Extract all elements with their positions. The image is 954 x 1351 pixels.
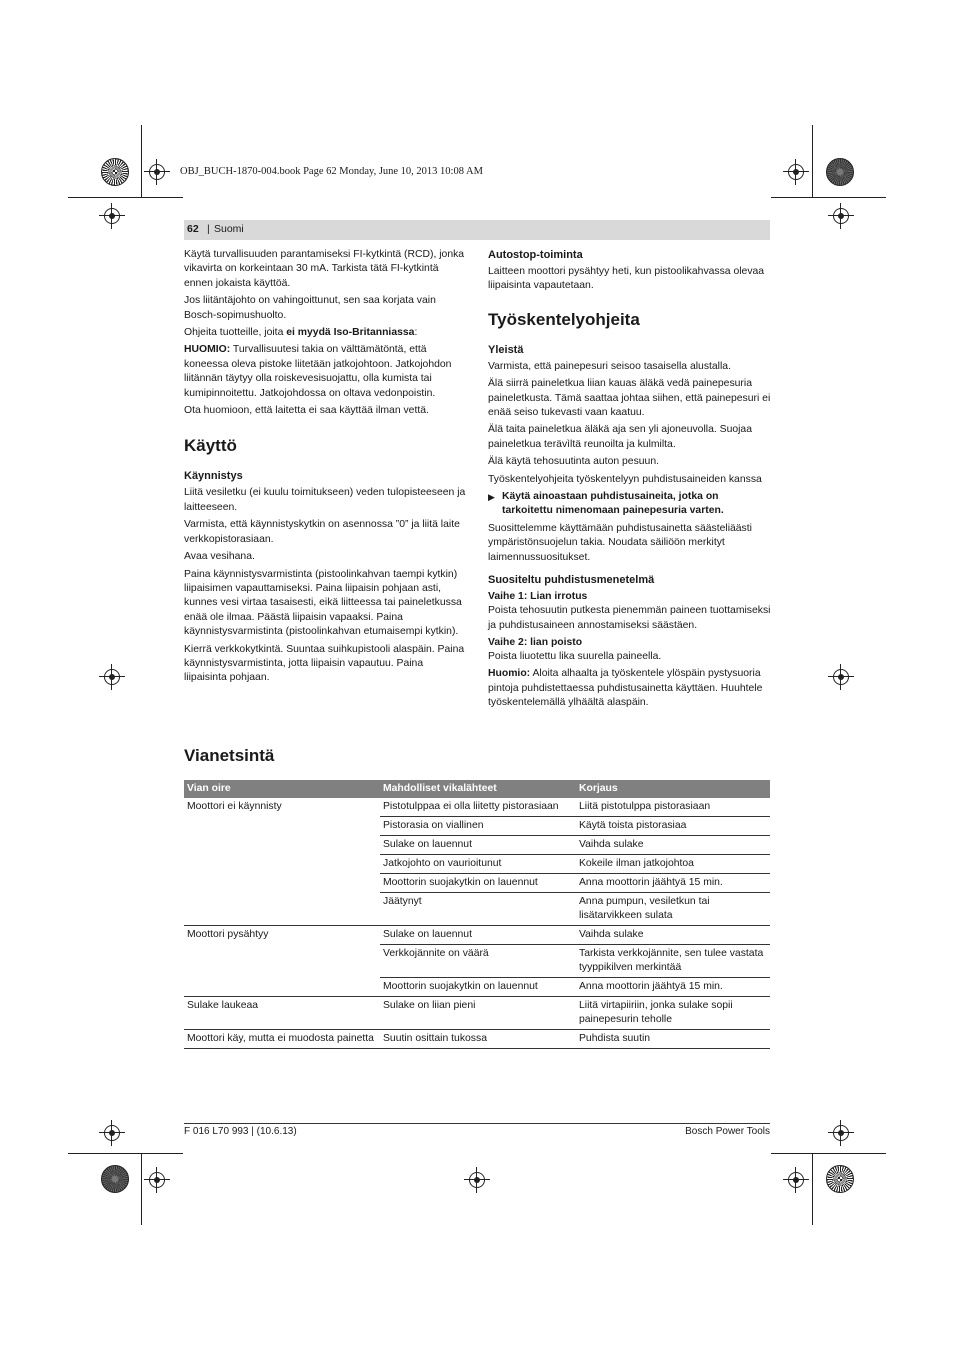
- crop-mark: [141, 125, 142, 197]
- registration-mark-icon: [833, 669, 849, 685]
- note-paragraph: [488, 667, 772, 710]
- color-wheel-icon: [826, 158, 854, 186]
- footer-rule: [184, 1123, 770, 1124]
- crop-mark: [771, 1153, 886, 1154]
- note-text: Aloita alhaalta ja työskentele ylöspäin pystysuoria pintoja puhdistettaessa puhdistusainetta käyttäen. Huuhtele työskentelemällä ylhäältä alaspäin.: [488, 668, 763, 709]
- footer-brand: Bosch Power Tools: [685, 1126, 770, 1137]
- color-wheel-icon: [101, 158, 129, 186]
- paragraph: Laitteen moottori pysähtyy heti, kun pistoolikahvassa olevaa liipaisinta vapautetaan.: [488, 266, 765, 292]
- step1-heading: Vaihe 1: Lian irrotus: [488, 591, 588, 603]
- subheading-autostop: Autostop-toiminta: [488, 249, 583, 261]
- fix-cell: Anna moottorin jäähtyä 15 min.: [576, 978, 770, 997]
- paragraph: Jos liitäntäjohto on vahingoittunut, sen saa korjata vain Bosch-sopimushuolto.: [184, 295, 436, 321]
- paragraph: Varmista, että painepesuri seisoo tasaisella alustalla.: [488, 360, 731, 372]
- fix-cell: Puhdista suutin: [576, 1030, 770, 1049]
- warning-paragraph: [184, 343, 468, 401]
- cause-cell: Jäätynyt: [380, 893, 576, 926]
- paragraph: Älä käytä tehosuutinta auton pesuun.: [488, 456, 659, 468]
- crop-mark: [68, 197, 183, 198]
- paragraph: Älä taita paineletkua äläkä aja sen yli ajoneuvolla. Suojaa paineletkua terävìltä reunoilta ja kulmilta.: [488, 424, 752, 450]
- cause-cell: Sulake on lauennut: [380, 836, 576, 855]
- registration-mark-icon: [104, 669, 120, 685]
- symptom-cell: Moottori käy, mutta ei muodosta painetta: [184, 1030, 380, 1049]
- cause-cell: Sulake on lauennut: [380, 926, 576, 945]
- page-number: 62: [187, 223, 199, 235]
- color-wheel-icon: [826, 1165, 854, 1193]
- crop-mark: [141, 1153, 142, 1225]
- warning-text: Turvallisuutesi takia on välttämätöntä, että koneessa oleva pistoke liitetään jatkojohtoon. Jatkojohdon liitännän täytyy olla roiskevesisuojattu, olla kumista tai kumipinnoitettu. Jatkojohdossa on oltava vedonpoistin.: [184, 344, 452, 399]
- paragraph: Suosittelemme käyttämään puhdistusainetta säästeliäästi ympäristönsuojelun takia. Noudata säiliöön merkityt laimennussuositukset.: [488, 522, 752, 563]
- right-column: [488, 248, 772, 714]
- paragraph: Varmista, että käynnistyskytkin on asennossa ”0” ja liitä laite verkkopistorasiaan.: [184, 519, 460, 545]
- subheading-general: Yleistä: [488, 343, 524, 356]
- column-header: Mahdolliset vikalähteet: [380, 780, 576, 798]
- paragraph: Liitä vesiletku (ei kuulu toimitukseen) veden tulopisteeseen ja laitteeseen.: [184, 487, 466, 513]
- registration-mark-icon: [833, 208, 849, 224]
- troubleshooting-table: [184, 780, 770, 1049]
- section-heading-troubleshooting: Vianetsintä: [184, 746, 275, 765]
- registration-mark-icon: [788, 1172, 804, 1188]
- fix-cell: Vaihda sulake: [576, 836, 770, 855]
- crop-mark: [771, 197, 886, 198]
- fix-cell: Tarkista verkkojännite, sen tulee vastata tyyppikilven merkintää: [576, 945, 770, 978]
- cause-cell: Pistotulppaa ei olla liitetty pistorasiaan: [380, 798, 576, 817]
- subheading-startup: Käynnistys: [184, 470, 243, 483]
- symptom-cell: Sulake laukeaa: [184, 997, 380, 1030]
- cause-cell: Moottorin suojakytkin on lauennut: [380, 874, 576, 893]
- uk-note-bold: ei myydä Iso-Britanniassa: [286, 327, 415, 339]
- paragraph: Poista liuotettu lika suurella paineella.: [488, 650, 662, 662]
- fix-cell: Liitä pistotulppa pistorasiaan: [576, 798, 770, 817]
- triangle-bullet-icon: ▶: [488, 492, 495, 503]
- registration-mark-icon: [833, 1125, 849, 1141]
- fix-cell: Liitä virtapiiriin, jonka sulake sopii painepesurin teholle: [576, 997, 770, 1030]
- crop-mark: [812, 1153, 813, 1225]
- registration-mark-icon: [104, 1125, 120, 1141]
- print-slug: OBJ_BUCH-1870-004.book Page 62 Monday, June 10, 2013 10:08 AM: [180, 166, 483, 177]
- paragraph: Käytä turvallisuuden parantamiseksi FI-kytkintä (RCD), jonka vikavirta on korkeintaan 30 mA. Tarkista tätä FI-kytkintä ennen jokaista käyttöä.: [184, 249, 465, 289]
- paragraph: Paina käynnistysvarmistinta (pistoolinkahvan taempi kytkin) liipaisimen vapauttamiseksi. Paina liipaisin pohjaan asti, kunnes vesi virtaa tasaisesti, eikä liitteessa tai paineletkussa enää ole ilmaa. Päästä liipaisin vapaaksi. Paina käynnistysvarmistinta (pistoolinkahvan etumaisempi kytkin).: [184, 568, 462, 638]
- symptom-cell: Moottori pysähtyy: [184, 926, 380, 997]
- color-wheel-icon: [101, 1165, 129, 1193]
- bullet-item: [488, 490, 772, 519]
- paragraph: Poista tehosuutin putkesta pienemmän paineen tuottamiseksi ja puhdistusaineen annostamiseksi säästäen.: [488, 605, 771, 631]
- cause-cell: Sulake on liian pieni: [380, 997, 576, 1030]
- paragraph: Avaa vesihana.: [184, 551, 255, 563]
- paragraph: Ota huomioon, että laitetta ei saa käyttää ilman vettä.: [184, 405, 429, 417]
- bullet-text: Käytä ainoastaan puhdistusaineita, jotka on tarkoitettu nimenomaan painepesuria varten.: [502, 491, 724, 517]
- table-row: [184, 997, 770, 1030]
- footer-doc-number: F 016 L70 993 | (10.6.13): [184, 1126, 297, 1137]
- fix-cell: Kokeile ilman jatkojohtoa: [576, 855, 770, 874]
- cause-cell: Moottorin suojakytkin on lauennut: [380, 978, 576, 997]
- registration-mark-icon: [149, 1172, 165, 1188]
- registration-mark-icon: [149, 164, 165, 180]
- table-row: [184, 798, 770, 817]
- paragraph: Kierrä verkkokytkintä. Suuntaa suihkupistooli alaspäin. Paina käynnistysvarmistinta, jotta liipaisin vapautuu. Paina liipaisinta pohjaan.: [184, 643, 465, 684]
- crop-mark: [812, 125, 813, 197]
- left-column: [184, 248, 468, 689]
- section-heading-kaytto: Käyttö: [184, 436, 237, 456]
- fix-cell: Vaihda sulake: [576, 926, 770, 945]
- section-heading-work: Työskentelyohjeita: [488, 309, 640, 329]
- uk-note: [184, 326, 468, 340]
- cause-cell: Suutin osittain tukossa: [380, 1030, 576, 1049]
- table-row: [184, 1030, 770, 1049]
- cause-cell: Pistorasia on viallinen: [380, 817, 576, 836]
- header-separator: |: [207, 223, 210, 235]
- table-row: [184, 926, 770, 945]
- column-header: Korjaus: [576, 780, 770, 798]
- note-label: Huomio:: [488, 668, 531, 680]
- registration-mark-icon: [788, 164, 804, 180]
- subheading-method: Suositeltu puhdistusmenetelmä: [488, 574, 655, 587]
- paragraph: Työskentelyohjeita työskentelyyn puhdistusaineiden kanssa: [488, 473, 762, 485]
- table-header-row: [184, 780, 770, 798]
- cause-cell: Verkkojännite on väärä: [380, 945, 576, 978]
- registration-mark-icon: [104, 208, 120, 224]
- uk-note-suffix: :: [414, 327, 418, 339]
- page-header: [184, 220, 770, 240]
- fix-cell: Anna pumpun, vesiletkun tai lisätarvikkeen sulata: [576, 893, 770, 926]
- warning-label: HUOMIO:: [184, 344, 231, 356]
- registration-mark-icon: [469, 1172, 485, 1188]
- step2-heading: Vaihe 2: lian poisto: [488, 636, 583, 648]
- fix-cell: Käytä toista pistorasiaa: [576, 817, 770, 836]
- symptom-cell: Moottori ei käynnisty: [184, 798, 380, 926]
- paragraph: Älä siirrä paineletkua liian kauas äläkä vedä painepesuria paineletkusta. Tämä saattaa johtaa siihen, että painepesuri ei enää seiso tukevasti vaan kaatuu.: [488, 378, 771, 419]
- column-header: Vian oire: [184, 780, 380, 798]
- cause-cell: Jatkojohto on vaurioitunut: [380, 855, 576, 874]
- header-language: Suomi: [214, 223, 244, 235]
- fix-cell: Anna moottorin jäähtyä 15 min.: [576, 874, 770, 893]
- uk-note-prefix: Ohjeita tuotteille, joita: [184, 327, 287, 339]
- crop-mark: [68, 1153, 183, 1154]
